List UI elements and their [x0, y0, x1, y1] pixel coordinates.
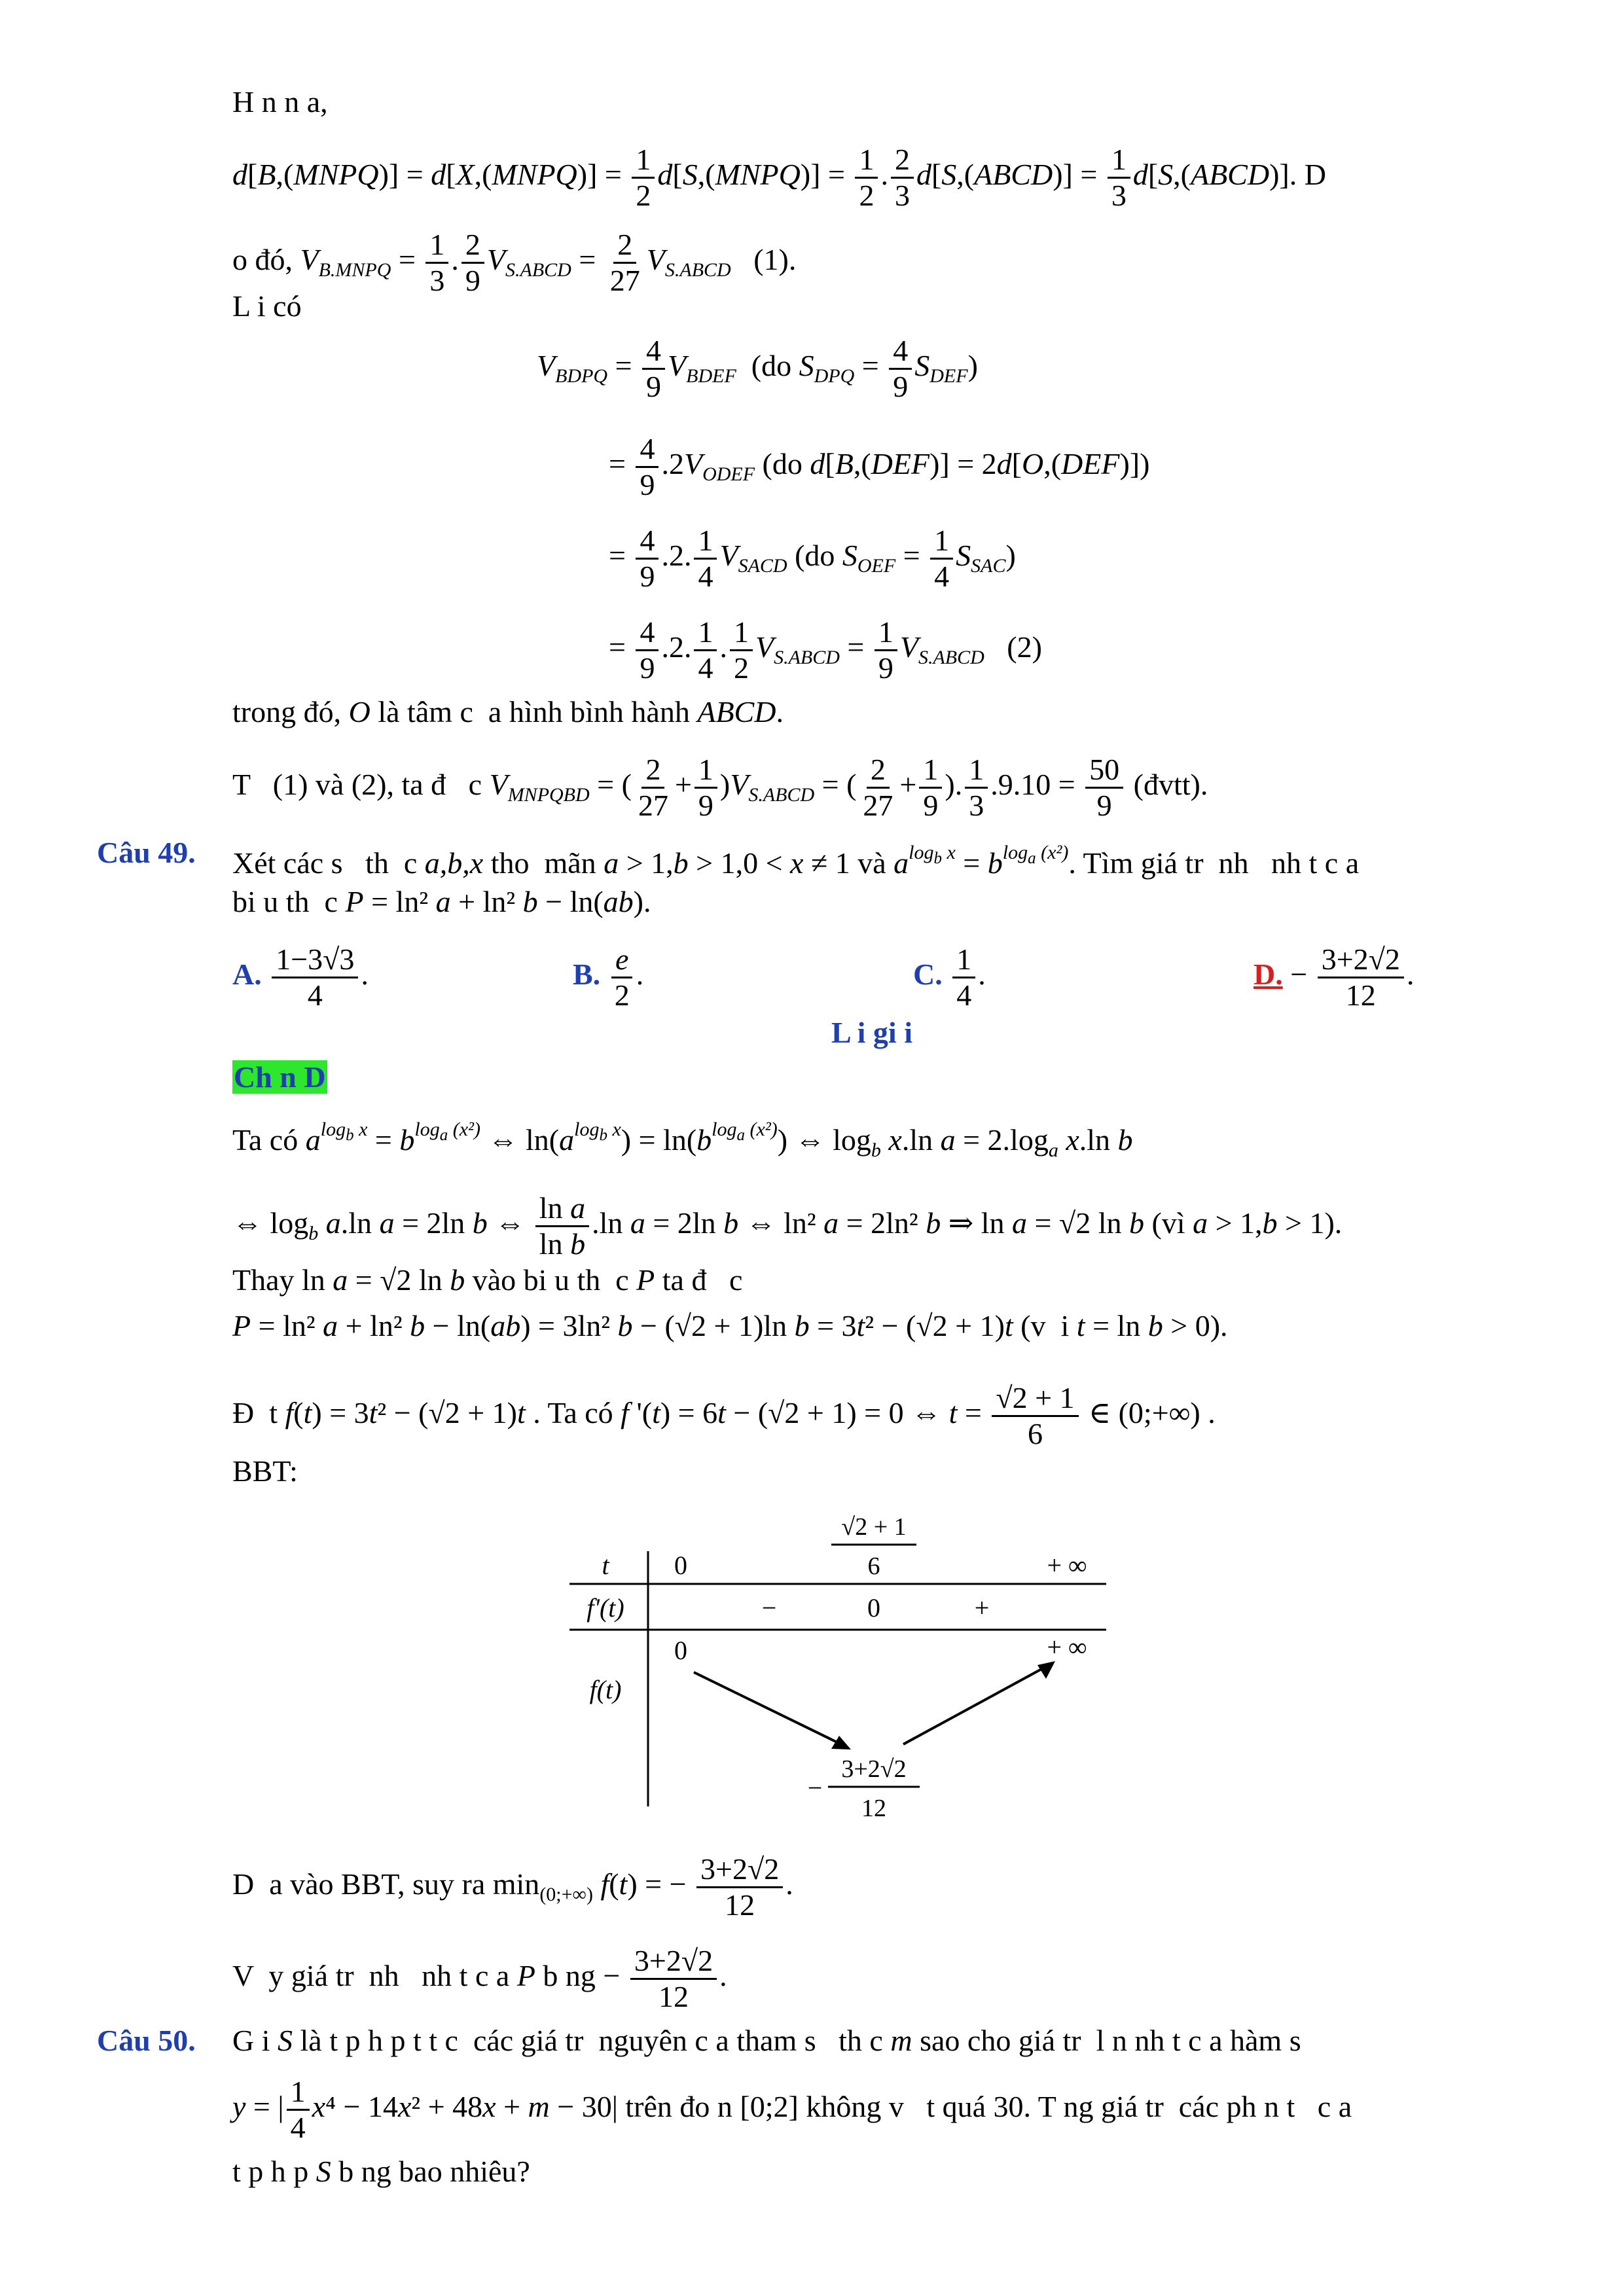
- math-line: = $\frac{4}{9}$ .2. $\frac{1}{4}$ $V_{SACD}$ (do $S_{OEF}$ = $\frac{1}{4}$ $S_{SAC}$): [609, 524, 1016, 593]
- text-line: L i có: [232, 289, 302, 323]
- question-text: bi u th c P = ln² a + ln² b − ln(ab).: [232, 885, 651, 918]
- solution-title: L i gi i: [831, 1016, 912, 1049]
- math-line: d[B,(MNPQ)] = d[X,(MNPQ)] = $\frac{1}{2}$ d[S,(MNPQ)] = $\frac{1}{2}$ . $\frac{2}{3}$ d[S,(ABCD)] = $\frac{1}{3}$ d[S,(ABCD)]. D: [232, 143, 1326, 212]
- option-b[interactable]: B. $\frac{e}{2}$ .: [573, 942, 644, 1012]
- question-text: G i S là t p h p t t c các giá tr nguyên c a tham s th c m sao cho giá tr l n nh t c a hàm s: [232, 2024, 1301, 2057]
- arrow-up: [903, 1668, 1044, 1744]
- t-label: t: [602, 1551, 609, 1580]
- sign-plus: +: [974, 1593, 990, 1623]
- question-text: Xét các s th c a,b,x tho mãn a > 1,b > 1,0 < x ≠ 1 và $a^{log_b x} = b^{log_a (x^2)}$. Tìm giá tr nh nh t c a: [232, 842, 1360, 880]
- f-label: f(t): [589, 1675, 622, 1704]
- option-c[interactable]: C. $\frac{1}{4}$ .: [913, 942, 986, 1012]
- math-line: P = ln² a + ln² b − ln(ab) = 3ln² b − (√2 + 1)ln b = 3t² − (√2 + 1)t (v i t = ln b > 0).: [232, 1309, 1228, 1342]
- question-label: Câu 50.: [97, 2024, 196, 2057]
- text-line: trong đó, O là tâm c a hình bình hành ABCD.: [232, 695, 784, 728]
- arrow-down: [694, 1672, 841, 1744]
- t-start: 0: [674, 1551, 687, 1580]
- bbt-label: BBT:: [232, 1454, 298, 1488]
- math-line: = $\frac{4}{9}$ $.2V_{ODEF}$ (do d[B,(DEF)] = 2d[O,(DEF)]): [609, 432, 1150, 501]
- math-line: V y giá tr nh nh t c a P b ng − $\frac{3+2√2}{12}$ .: [232, 1944, 727, 2013]
- math-line: D a vào BBT, suy ra $\min_{(0;+\infty)} f(t)$ = − $\frac{3+2√2}{12}$ .: [232, 1852, 793, 1922]
- fprime-label: f'(t): [586, 1593, 624, 1623]
- math-line: o đó, $V_{B.MNPQ}$ = $\frac{1}{3}$ . $\frac{2}{9}$ $V_{S.ABCD}$ = $\frac{2}{27}$ $V_{S.ABCD}$ (1).: [232, 228, 797, 297]
- t-critical-den: 6: [867, 1552, 880, 1580]
- question-label: Câu 49.: [97, 836, 196, 869]
- math-line: Thay ln a = √2 ln b vào bi u th c P ta đ c: [232, 1263, 743, 1297]
- sign-zero: 0: [867, 1593, 880, 1623]
- arrow-down-head: [831, 1736, 851, 1749]
- variation-table: [563, 1499, 1113, 1839]
- option-d[interactable]: D. − $\frac{3+2√2}{12}$ .: [1254, 942, 1415, 1012]
- math-line: ⇔ $\log_b a.\ln$ a = 2ln b ⇔ $\frac{\text{ln a}}{\text{ln b}}$ .ln a = 2ln b ⇔ ln² a = 2ln² b ⇒ ln a = √2 ln b (vì a > 1,b > 1).: [232, 1191, 1343, 1261]
- math-line: Đ t f(t) = 3t² − (√2 + 1)t . Ta có f '(t) = 6t − (√2 + 1) = 0 ⇔ t = $\frac{√2 + 1}{6}$ ∈ (0;+∞) .: [232, 1381, 1216, 1450]
- math-line: T (1) và (2), ta đ c $V_{MNPQBD}$ = ( $\frac{2}{27}$ + $\frac{1}{9}$ )$V_{S.ABCD}$ = ( $\frac{2}{27}$ + $\frac{1}{9}$ ). $\frac{1}{3}$ .9.10 = $\frac{50}{9}$ (đvtt).: [232, 753, 1208, 822]
- math-line: Ta có $a^{log_b x} = b^{log_a (x^2)}$ ⇔ $\ln(a^{log_b x}) = \ln(b^{log_a (x^2)})$ ⇔ $\log_b x.\ln$ $a = 2.\log_a$ x.ln b: [232, 1119, 1133, 1161]
- f-min-den: 12: [861, 1795, 886, 1822]
- t-critical-num: √2 + 1: [841, 1513, 907, 1541]
- f-min-sign: −: [807, 1773, 823, 1803]
- t-end: + ∞: [1047, 1551, 1087, 1580]
- math-line: $V_{BDPQ}$ = $\frac{4}{9}$ $V_{BDEF}$ (do $S_{DPQ}$ = $\frac{4}{9}$ $S_{DEF}$): [537, 334, 978, 403]
- answer-tag: Ch n D: [234, 1060, 326, 1094]
- question-text: t p h p S b ng bao nhiêu?: [232, 2155, 530, 2188]
- sign-minus: −: [761, 1593, 777, 1623]
- question-text: y = | $\frac{1}{4}$ x⁴ − 14x² + 48x + m − 30| trên đo n [0;2] không v t quá 30. T ng giá tr các ph n t c a: [232, 2075, 1352, 2144]
- math-line: = $\frac{4}{9}$ .2. $\frac{1}{4}$ . $\frac{1}{2}$ $V_{S.ABCD}$ = $\frac{1}{9}$ $V_{S.ABCD}$ (2): [609, 615, 1042, 685]
- f-min-num: 3+2√2: [841, 1755, 907, 1783]
- f-end: + ∞: [1047, 1632, 1087, 1662]
- option-a[interactable]: A. $\frac{1-3√3}{4}$ .: [232, 942, 369, 1012]
- text-line: H n n a,: [232, 85, 328, 118]
- f-start: 0: [674, 1636, 687, 1665]
